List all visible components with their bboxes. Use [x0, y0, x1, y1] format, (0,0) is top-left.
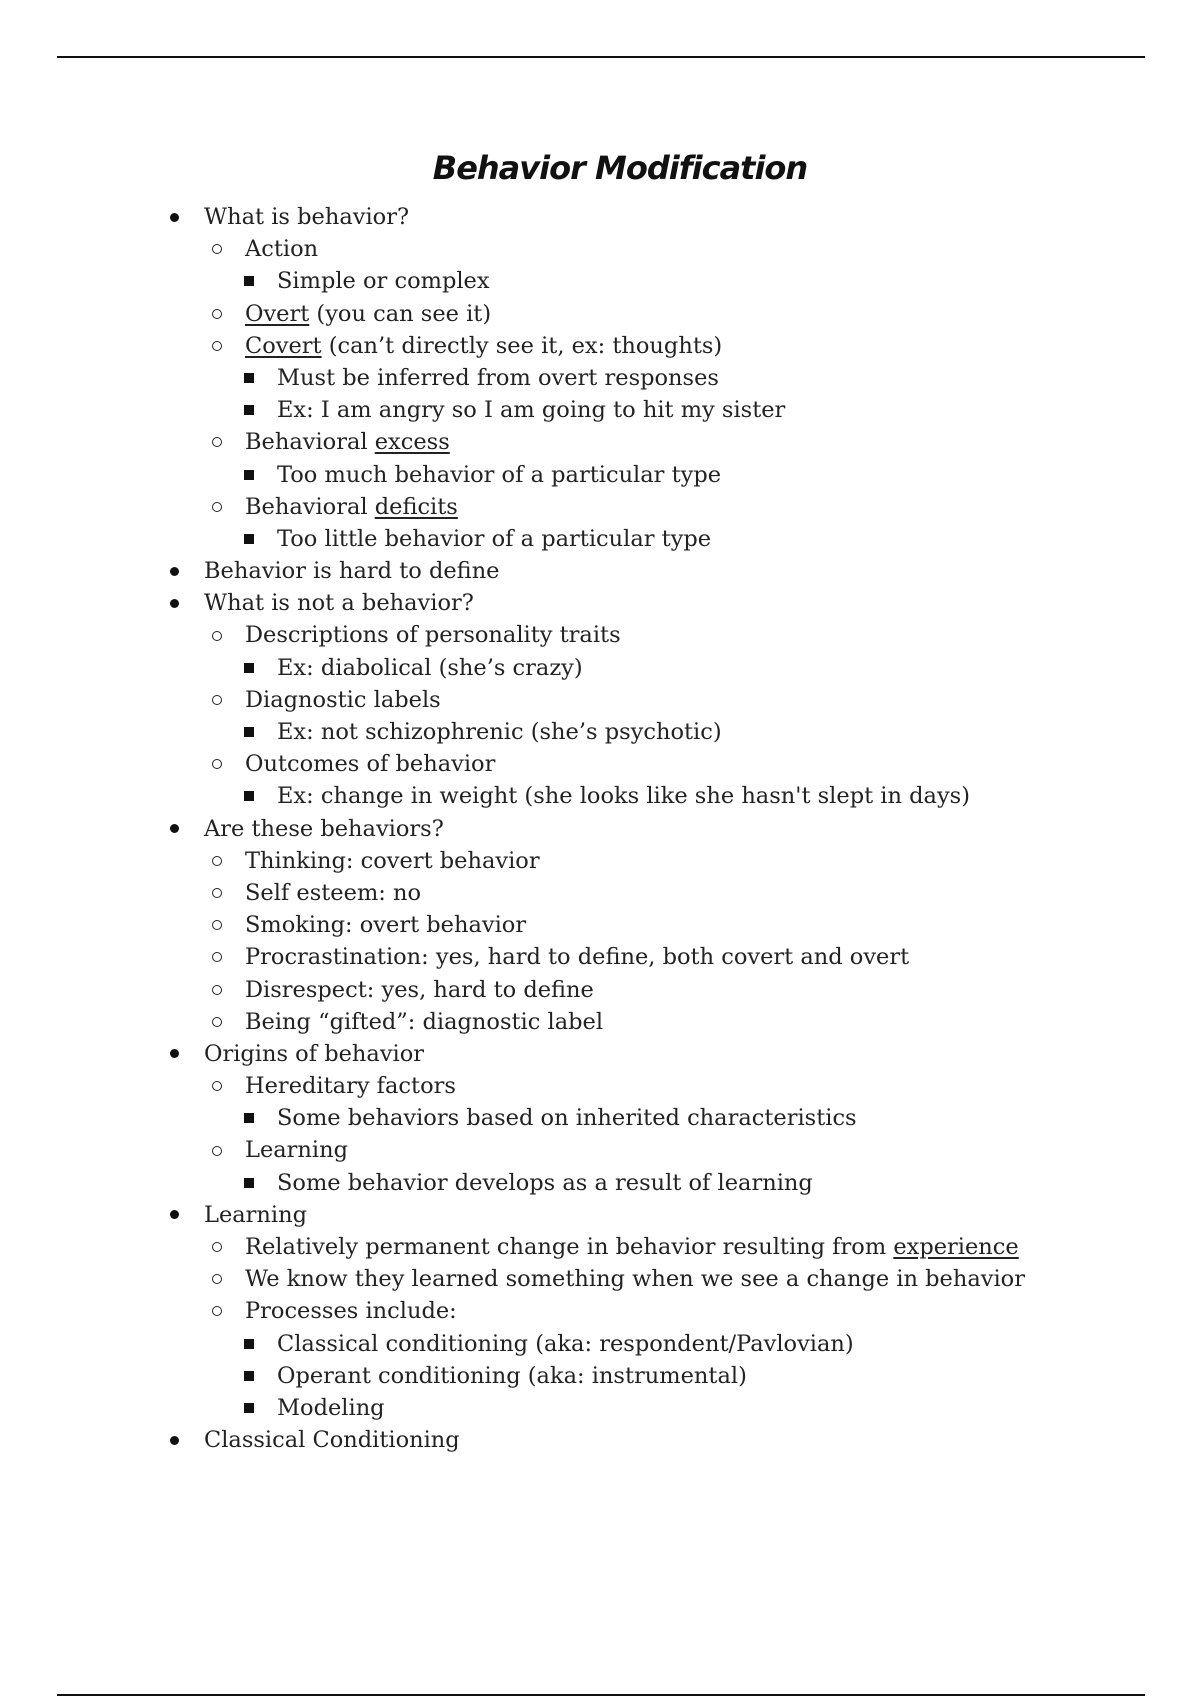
outline-item-text — [245, 1295, 457, 1327]
outline-item-level-1 — [0, 201, 1200, 233]
outline-item-level-2 — [0, 941, 1200, 973]
square-bullet-icon — [241, 362, 257, 394]
notes-outline — [0, 201, 1200, 1456]
disc-bullet-icon — [166, 587, 182, 619]
circle-bullet-icon — [209, 909, 225, 941]
outline-item-text — [277, 1102, 857, 1134]
square-bullet-icon — [241, 394, 257, 426]
text-segment: Are these behaviors? — [204, 815, 444, 842]
outline-item-text — [245, 298, 491, 330]
outline-item-text — [245, 233, 318, 265]
circle-bullet-icon — [209, 426, 225, 458]
disc-bullet-icon — [166, 1199, 182, 1231]
text-segment: Modeling — [277, 1394, 385, 1421]
square-bullet-icon — [241, 1360, 257, 1392]
square-bullet-icon — [241, 459, 257, 491]
disc-bullet-icon — [166, 201, 182, 233]
outline-item-text — [204, 813, 444, 845]
footer-rule — [57, 1694, 1145, 1696]
text-segment: Self esteem: no — [245, 879, 422, 906]
outline-item-text — [245, 974, 594, 1006]
outline-item-level-3 — [0, 1392, 1200, 1424]
text-segment: Learning — [204, 1201, 308, 1228]
text-segment: Hereditary factors — [245, 1073, 456, 1100]
outline-item-text — [245, 491, 458, 523]
outline-item-level-1 — [0, 1199, 1200, 1231]
outline-item-text — [245, 845, 540, 877]
text-segment: Too much behavior of a particular type — [277, 461, 722, 488]
outline-item-text — [245, 877, 421, 909]
text-segment: Learning — [245, 1137, 349, 1164]
outline-item-text — [277, 362, 719, 394]
disc-bullet-icon — [166, 813, 182, 845]
outline-item-text — [277, 652, 583, 684]
outline-item-level-3 — [0, 1328, 1200, 1360]
text-segment: Operant conditioning (aka: instrumental) — [277, 1362, 747, 1389]
outline-item-text — [277, 780, 970, 812]
outline-item-level-3 — [0, 394, 1200, 426]
outline-item-text — [245, 1263, 1025, 1295]
text-segment: Smoking: overt behavior — [245, 912, 527, 939]
disc-bullet-icon — [166, 555, 182, 587]
text-segment: Being “gifted”: diagnostic label — [245, 1008, 604, 1035]
outline-item-text — [245, 909, 526, 941]
text-segment: Too little behavior of a particular type — [277, 525, 712, 552]
text-segment: Thinking: covert behavior — [245, 847, 540, 874]
circle-bullet-icon — [209, 1006, 225, 1038]
outline-item-level-2 — [0, 298, 1200, 330]
circle-bullet-icon — [209, 233, 225, 265]
circle-bullet-icon — [209, 330, 225, 362]
outline-item-text — [245, 684, 441, 716]
outline-item-text — [245, 1006, 603, 1038]
text-segment: Procrastination: yes, hard to define, both covert and overt — [245, 944, 910, 971]
underlined-term: deficits — [374, 493, 458, 520]
disc-bullet-icon — [166, 1424, 182, 1456]
underlined-term: experience — [893, 1234, 1019, 1260]
square-bullet-icon — [241, 1392, 257, 1424]
outline-item-level-3 — [0, 780, 1200, 812]
outline-item-text — [245, 619, 621, 651]
outline-item-level-1 — [0, 813, 1200, 845]
square-bullet-icon — [241, 523, 257, 555]
outline-item-level-2 — [0, 1070, 1200, 1102]
outline-item-text — [277, 716, 722, 748]
square-bullet-icon — [241, 1328, 257, 1360]
underlined-term: excess — [374, 429, 450, 456]
circle-bullet-icon — [209, 1070, 225, 1102]
outline-item-level-3 — [0, 1167, 1200, 1199]
outline-item-level-2 — [0, 1134, 1200, 1166]
circle-bullet-icon — [209, 748, 225, 780]
text-segment: (you can see it) — [309, 300, 492, 327]
circle-bullet-icon — [209, 845, 225, 877]
outline-item-text — [245, 330, 722, 362]
square-bullet-icon — [241, 652, 257, 684]
text-segment: Classical conditioning (aka: respondent/Pavlovian) — [277, 1330, 854, 1357]
text-segment: What is behavior? — [204, 204, 410, 230]
square-bullet-icon — [241, 265, 257, 297]
outline-item-level-1 — [0, 1038, 1200, 1070]
outline-item-level-2 — [0, 748, 1200, 780]
outline-item-text — [245, 426, 450, 458]
outline-item-level-2 — [0, 426, 1200, 458]
circle-bullet-icon — [209, 491, 225, 523]
outline-item-level-3 — [0, 716, 1200, 748]
text-segment: Processes include: — [245, 1298, 457, 1325]
text-segment: Some behavior develops as a result of learning — [277, 1169, 813, 1196]
outline-item-text — [245, 1231, 1019, 1263]
outline-item-text — [277, 265, 490, 297]
text-segment: Simple or complex — [277, 268, 490, 295]
outline-item-level-1 — [0, 587, 1200, 619]
outline-item-level-3 — [0, 652, 1200, 684]
outline-item-text — [204, 1038, 424, 1070]
outline-item-level-2 — [0, 1263, 1200, 1295]
outline-item-text — [277, 1167, 813, 1199]
underlined-term: Covert — [245, 332, 322, 359]
outline-item-text — [277, 523, 711, 555]
text-segment: Action — [245, 236, 319, 263]
outline-item-level-3 — [0, 523, 1200, 555]
outline-item-level-2 — [0, 491, 1200, 523]
text-segment: Disrespect: yes, hard to define — [245, 976, 594, 1003]
text-segment: Descriptions of personality traits — [245, 622, 621, 649]
outline-item-level-3 — [0, 1102, 1200, 1134]
outline-item-level-2 — [0, 330, 1200, 362]
outline-item-text — [245, 748, 495, 780]
outline-item-text — [245, 1134, 348, 1166]
outline-item-text — [204, 555, 500, 587]
text-segment: What is not a behavior? — [204, 590, 474, 617]
text-segment: (can’t directly see it, ex: thoughts) — [321, 332, 723, 359]
outline-item-level-2 — [0, 845, 1200, 877]
square-bullet-icon — [241, 1102, 257, 1134]
outline-item-level-2 — [0, 974, 1200, 1006]
outline-item-level-2 — [0, 684, 1200, 716]
outline-item-text — [277, 1392, 385, 1424]
outline-item-level-2 — [0, 909, 1200, 941]
circle-bullet-icon — [209, 619, 225, 651]
text-segment: Outcomes of behavior — [245, 751, 496, 778]
outline-item-level-3 — [0, 265, 1200, 297]
outline-item-text — [245, 941, 909, 973]
text-segment: Some behaviors based on inherited characteristics — [277, 1105, 857, 1132]
text-segment: Ex: change in weight (she looks like she hasn't slept in days) — [277, 783, 970, 810]
text-segment: We know they learned something when we see a change in behavior — [245, 1266, 1025, 1293]
circle-bullet-icon — [209, 298, 225, 330]
text-segment: Diagnostic labels — [245, 686, 441, 713]
outline-item-text — [277, 1328, 854, 1360]
circle-bullet-icon — [209, 941, 225, 973]
outline-item-text — [204, 1424, 460, 1456]
outline-item-level-3 — [0, 1360, 1200, 1392]
text-segment: Ex: not schizophrenic (she’s psychotic) — [277, 719, 722, 745]
outline-item-level-2 — [0, 233, 1200, 265]
text-segment: Origins of behavior — [204, 1040, 425, 1067]
circle-bullet-icon — [209, 1263, 225, 1295]
outline-item-level-1 — [0, 1424, 1200, 1456]
outline-item-text — [277, 1360, 747, 1392]
disc-bullet-icon — [166, 1038, 182, 1070]
text-segment: Behavioral — [245, 493, 375, 520]
text-segment: Must be inferred from overt responses — [277, 364, 719, 391]
outline-item-text — [245, 1070, 456, 1102]
outline-item-level-2 — [0, 1006, 1200, 1038]
text-segment: Ex: diabolical (she’s crazy) — [277, 654, 583, 681]
page-title: Behavior Modification — [432, 149, 808, 187]
outline-item-text — [277, 459, 721, 491]
outline-item-text — [204, 587, 474, 619]
outline-item-level-2 — [0, 1231, 1200, 1263]
circle-bullet-icon — [209, 877, 225, 909]
header-rule — [57, 56, 1145, 58]
outline-item-text — [204, 201, 409, 233]
square-bullet-icon — [241, 716, 257, 748]
text-segment: Ex: I am angry so I am going to hit my sister — [277, 397, 786, 424]
text-segment: Behavior is hard to define — [204, 558, 500, 585]
square-bullet-icon — [241, 780, 257, 812]
outline-item-level-2 — [0, 877, 1200, 909]
circle-bullet-icon — [209, 1134, 225, 1166]
text-segment: Behavioral — [245, 429, 375, 456]
underlined-term: Overt — [245, 300, 310, 327]
outline-item-text — [204, 1199, 307, 1231]
outline-item-level-2 — [0, 619, 1200, 651]
circle-bullet-icon — [209, 1231, 225, 1263]
outline-item-text — [277, 394, 785, 426]
text-segment: Classical Conditioning — [204, 1427, 460, 1454]
circle-bullet-icon — [209, 684, 225, 716]
outline-item-level-3 — [0, 459, 1200, 491]
square-bullet-icon — [241, 1167, 257, 1199]
outline-item-level-3 — [0, 362, 1200, 394]
outline-item-level-2 — [0, 1295, 1200, 1327]
circle-bullet-icon — [209, 974, 225, 1006]
text-segment: Relatively permanent change in behavior resulting from — [245, 1234, 894, 1260]
circle-bullet-icon — [209, 1295, 225, 1327]
outline-item-level-1 — [0, 555, 1200, 587]
